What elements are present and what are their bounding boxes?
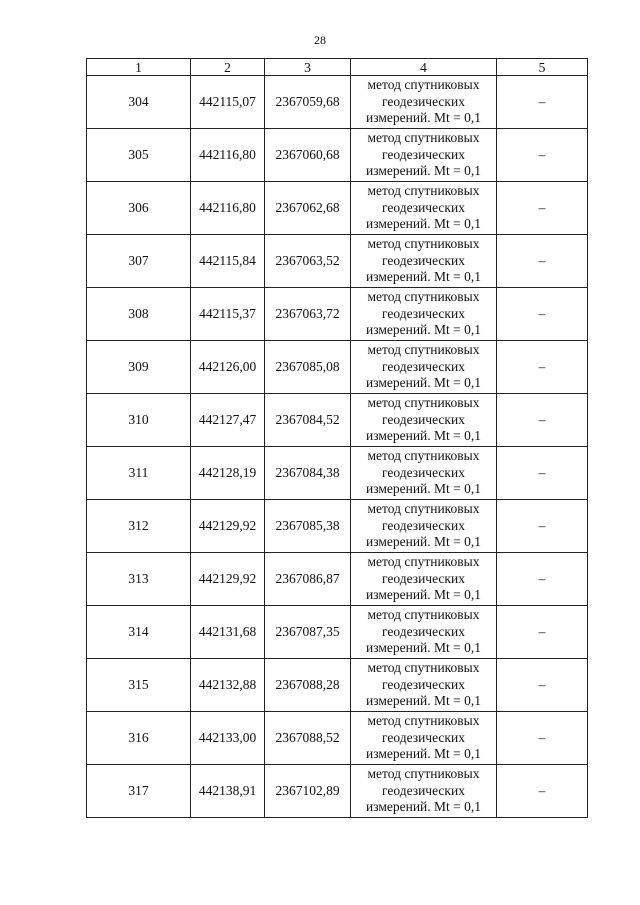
table-row xyxy=(87,182,588,235)
y-coordinate-cell: 2367063,72 xyxy=(265,288,351,341)
method-cell xyxy=(351,606,497,659)
y-coordinate-cell: 2367060,68 xyxy=(265,129,351,182)
method-line: измерений. Mt = 0,1 xyxy=(365,428,482,444)
method-line: геодезических xyxy=(382,623,465,639)
method-line: геодезических xyxy=(382,729,465,745)
note-cell: – xyxy=(497,394,588,447)
method-line: измерений. Mt = 0,1 xyxy=(365,322,482,338)
method-cell xyxy=(351,765,497,818)
method-line: метод спутниковых xyxy=(367,660,480,676)
table-row xyxy=(87,659,588,712)
point-number-cell: 314 xyxy=(87,606,191,659)
x-coordinate-cell: 442116,80 xyxy=(191,182,265,235)
method-line: метод спутниковых xyxy=(367,236,480,252)
method-line: метод спутниковых xyxy=(367,183,480,199)
method-cell xyxy=(351,341,497,394)
point-number-cell: 304 xyxy=(87,76,191,129)
method-line: геодезических xyxy=(382,358,465,374)
method-line: метод спутниковых xyxy=(367,766,480,782)
coordinates-table xyxy=(86,58,588,818)
table-row xyxy=(87,712,588,765)
method-line: измерений. Mt = 0,1 xyxy=(365,746,482,762)
method-line: метод спутниковых xyxy=(367,448,480,464)
y-coordinate-cell: 2367088,28 xyxy=(265,659,351,712)
method-cell xyxy=(351,288,497,341)
y-coordinate-cell: 2367059,68 xyxy=(265,76,351,129)
method-line: метод спутниковых xyxy=(367,77,480,93)
x-coordinate-cell: 442131,68 xyxy=(191,606,265,659)
note-cell: – xyxy=(497,341,588,394)
table-row xyxy=(87,76,588,129)
point-number-cell: 315 xyxy=(87,659,191,712)
x-coordinate-cell: 442129,92 xyxy=(191,500,265,553)
method-line: измерений. Mt = 0,1 xyxy=(365,163,482,179)
table-row xyxy=(87,341,588,394)
method-cell xyxy=(351,394,497,447)
point-number-cell: 317 xyxy=(87,765,191,818)
point-number-cell: 306 xyxy=(87,182,191,235)
table-row xyxy=(87,129,588,182)
x-coordinate-cell: 442138,91 xyxy=(191,765,265,818)
column-header: 5 xyxy=(497,59,588,76)
table-row xyxy=(87,394,588,447)
method-line: геодезических xyxy=(382,676,465,692)
method-line: измерений. Mt = 0,1 xyxy=(365,587,482,603)
table-body xyxy=(87,76,588,818)
y-coordinate-cell: 2367062,68 xyxy=(265,182,351,235)
table-row xyxy=(87,500,588,553)
method-cell xyxy=(351,500,497,553)
note-cell: – xyxy=(497,712,588,765)
method-line: геодезических xyxy=(382,570,465,586)
method-line: измерений. Mt = 0,1 xyxy=(365,110,482,126)
x-coordinate-cell: 442129,92 xyxy=(191,553,265,606)
table-row xyxy=(87,765,588,818)
method-line: геодезических xyxy=(382,782,465,798)
method-line: геодезических xyxy=(382,93,465,109)
note-cell: – xyxy=(497,182,588,235)
y-coordinate-cell: 2367063,52 xyxy=(265,235,351,288)
y-coordinate-cell: 2367087,35 xyxy=(265,606,351,659)
method-line: геодезических xyxy=(382,411,465,427)
method-cell xyxy=(351,182,497,235)
method-line: метод спутниковых xyxy=(367,395,480,411)
method-line: метод спутниковых xyxy=(367,554,480,570)
column-header: 1 xyxy=(87,59,191,76)
note-cell: – xyxy=(497,553,588,606)
method-line: измерений. Mt = 0,1 xyxy=(365,481,482,497)
x-coordinate-cell: 442116,80 xyxy=(191,129,265,182)
y-coordinate-cell: 2367085,08 xyxy=(265,341,351,394)
table-row xyxy=(87,606,588,659)
column-header: 2 xyxy=(191,59,265,76)
table-row xyxy=(87,553,588,606)
method-line: геодезических xyxy=(382,199,465,215)
x-coordinate-cell: 442133,00 xyxy=(191,712,265,765)
method-line: измерений. Mt = 0,1 xyxy=(365,375,482,391)
point-number-cell: 316 xyxy=(87,712,191,765)
table-header-row xyxy=(87,59,588,76)
method-line: метод спутниковых xyxy=(367,342,480,358)
method-cell xyxy=(351,659,497,712)
method-line: метод спутниковых xyxy=(367,130,480,146)
x-coordinate-cell: 442128,19 xyxy=(191,447,265,500)
method-cell xyxy=(351,712,497,765)
method-line: геодезических xyxy=(382,146,465,162)
x-coordinate-cell: 442115,84 xyxy=(191,235,265,288)
method-cell xyxy=(351,447,497,500)
x-coordinate-cell: 442132,88 xyxy=(191,659,265,712)
method-line: метод спутниковых xyxy=(367,289,480,305)
method-line: геодезических xyxy=(382,517,465,533)
method-cell xyxy=(351,129,497,182)
note-cell: – xyxy=(497,659,588,712)
y-coordinate-cell: 2367085,38 xyxy=(265,500,351,553)
method-line: геодезических xyxy=(382,305,465,321)
method-line: геодезических xyxy=(382,464,465,480)
point-number-cell: 309 xyxy=(87,341,191,394)
point-number-cell: 313 xyxy=(87,553,191,606)
method-line: измерений. Mt = 0,1 xyxy=(365,269,482,285)
note-cell: – xyxy=(497,447,588,500)
method-cell xyxy=(351,235,497,288)
method-line: метод спутниковых xyxy=(367,607,480,623)
method-line: метод спутниковых xyxy=(367,501,480,517)
method-line: геодезических xyxy=(382,252,465,268)
method-cell xyxy=(351,76,497,129)
table-row xyxy=(87,235,588,288)
note-cell: – xyxy=(497,765,588,818)
point-number-cell: 312 xyxy=(87,500,191,553)
point-number-cell: 308 xyxy=(87,288,191,341)
x-coordinate-cell: 442115,37 xyxy=(191,288,265,341)
point-number-cell: 307 xyxy=(87,235,191,288)
point-number-cell: 310 xyxy=(87,394,191,447)
column-header: 4 xyxy=(351,59,497,76)
column-header: 3 xyxy=(265,59,351,76)
y-coordinate-cell: 2367088,52 xyxy=(265,712,351,765)
note-cell: – xyxy=(497,76,588,129)
method-line: метод спутниковых xyxy=(367,713,480,729)
method-line: измерений. Mt = 0,1 xyxy=(365,534,482,550)
note-cell: – xyxy=(497,500,588,553)
note-cell: – xyxy=(497,129,588,182)
note-cell: – xyxy=(497,235,588,288)
note-cell: – xyxy=(497,606,588,659)
note-cell: – xyxy=(497,288,588,341)
y-coordinate-cell: 2367102,89 xyxy=(265,765,351,818)
x-coordinate-cell: 442126,00 xyxy=(191,341,265,394)
y-coordinate-cell: 2367086,87 xyxy=(265,553,351,606)
x-coordinate-cell: 442127,47 xyxy=(191,394,265,447)
y-coordinate-cell: 2367084,38 xyxy=(265,447,351,500)
point-number-cell: 305 xyxy=(87,129,191,182)
method-line: измерений. Mt = 0,1 xyxy=(365,216,482,232)
method-cell xyxy=(351,553,497,606)
table-row xyxy=(87,288,588,341)
method-line: измерений. Mt = 0,1 xyxy=(365,640,482,656)
table-row xyxy=(87,447,588,500)
method-line: измерений. Mt = 0,1 xyxy=(365,693,482,709)
y-coordinate-cell: 2367084,52 xyxy=(265,394,351,447)
page-number: 28 xyxy=(314,33,326,47)
method-line: измерений. Mt = 0,1 xyxy=(365,799,482,815)
point-number-cell: 311 xyxy=(87,447,191,500)
x-coordinate-cell: 442115,07 xyxy=(191,76,265,129)
